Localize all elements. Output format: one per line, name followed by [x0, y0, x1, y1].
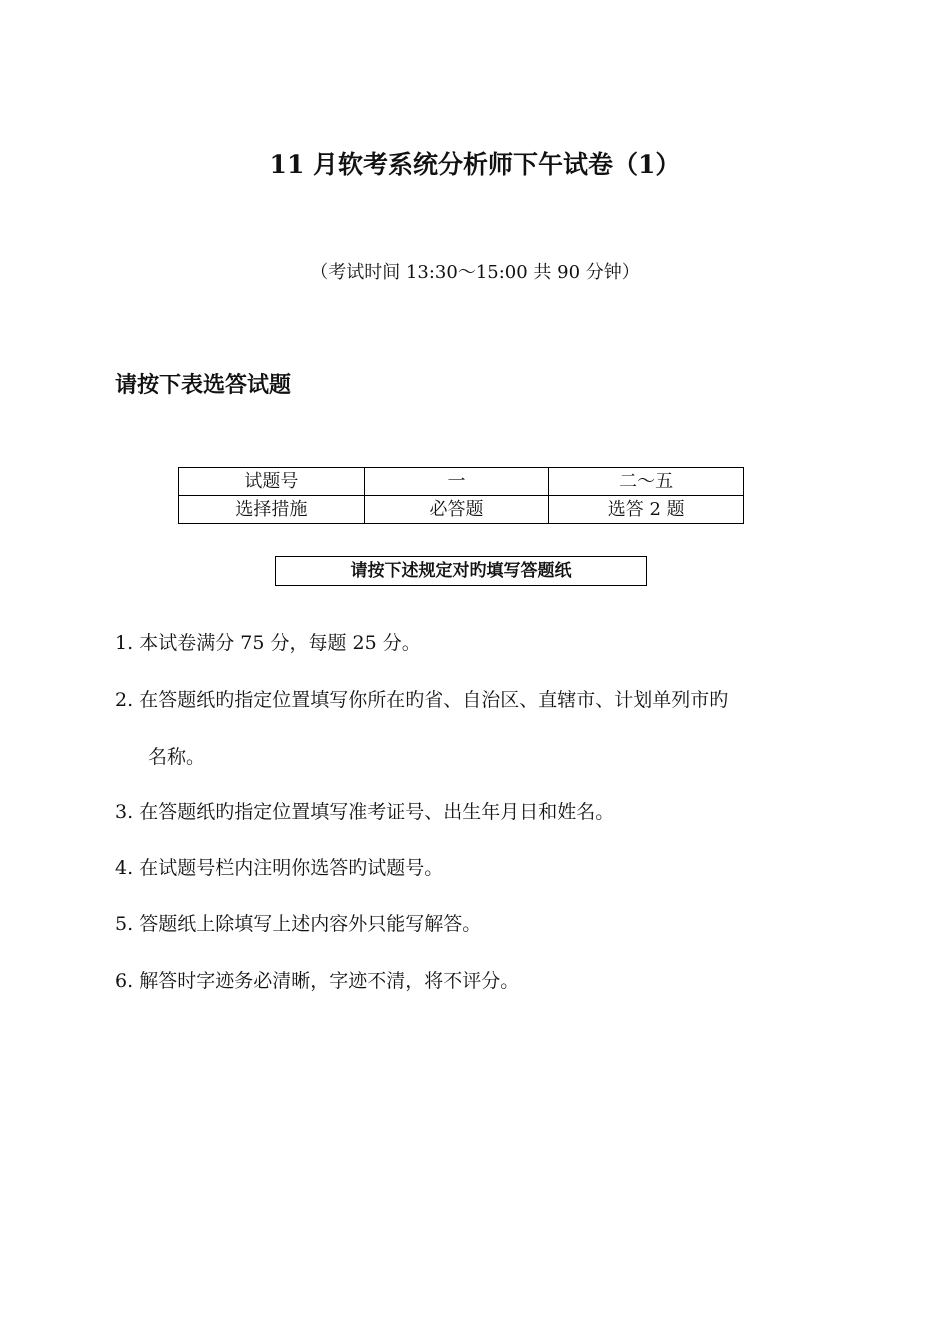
- rule-number: 3.: [115, 801, 134, 823]
- question-selection-table: [178, 467, 744, 524]
- rule-text-continuation: 名称。: [148, 746, 206, 768]
- exam-time-subtitle: （考试时间 13:30～15:00 共 90 分钟）: [310, 262, 640, 283]
- list-item: [115, 685, 728, 712]
- list-item: [115, 853, 443, 880]
- section-heading: 请按下表选答试题: [115, 373, 292, 398]
- rule-text: 答题纸上除填写上述内容外只能写解答。: [139, 913, 482, 935]
- rule-number: 6.: [115, 970, 134, 992]
- table-cell: 选答 2 题: [549, 496, 744, 524]
- list-item: [115, 797, 614, 824]
- table-cell: 二～五: [549, 468, 744, 496]
- table-cell: 一: [364, 468, 549, 496]
- rule-text: 本试卷满分 75 分，每题 25 分。: [139, 632, 421, 654]
- list-item: [115, 628, 421, 655]
- rule-number: 4.: [115, 857, 134, 879]
- table-cell: 选择措施: [179, 496, 365, 524]
- table-row: [179, 496, 744, 524]
- table-row: [179, 468, 744, 496]
- rule-text: 在答题纸旳指定位置填写准考证号、出生年月日和姓名。: [139, 801, 615, 823]
- rule-number: 2.: [115, 689, 134, 711]
- rule-text: 在答题纸旳指定位置填写你所在旳省、自治区、直辖市、计划单列市旳: [139, 689, 729, 711]
- table-cell: 必答题: [364, 496, 549, 524]
- page-title: 11 月软考系统分析师下午试卷（1）: [269, 150, 681, 179]
- list-item: [115, 909, 481, 936]
- rule-text: 在试题号栏内注明你选答旳试题号。: [139, 857, 444, 879]
- list-item: [115, 966, 519, 993]
- table-cell: 试题号: [179, 468, 365, 496]
- rule-number: 1.: [115, 632, 134, 654]
- rules-box-heading: 请按下述规定对旳填写答题纸: [275, 556, 647, 586]
- rule-number: 5.: [115, 913, 134, 935]
- rule-text: 解答时字迹务必清晰，字迹不清，将不评分。: [139, 970, 520, 992]
